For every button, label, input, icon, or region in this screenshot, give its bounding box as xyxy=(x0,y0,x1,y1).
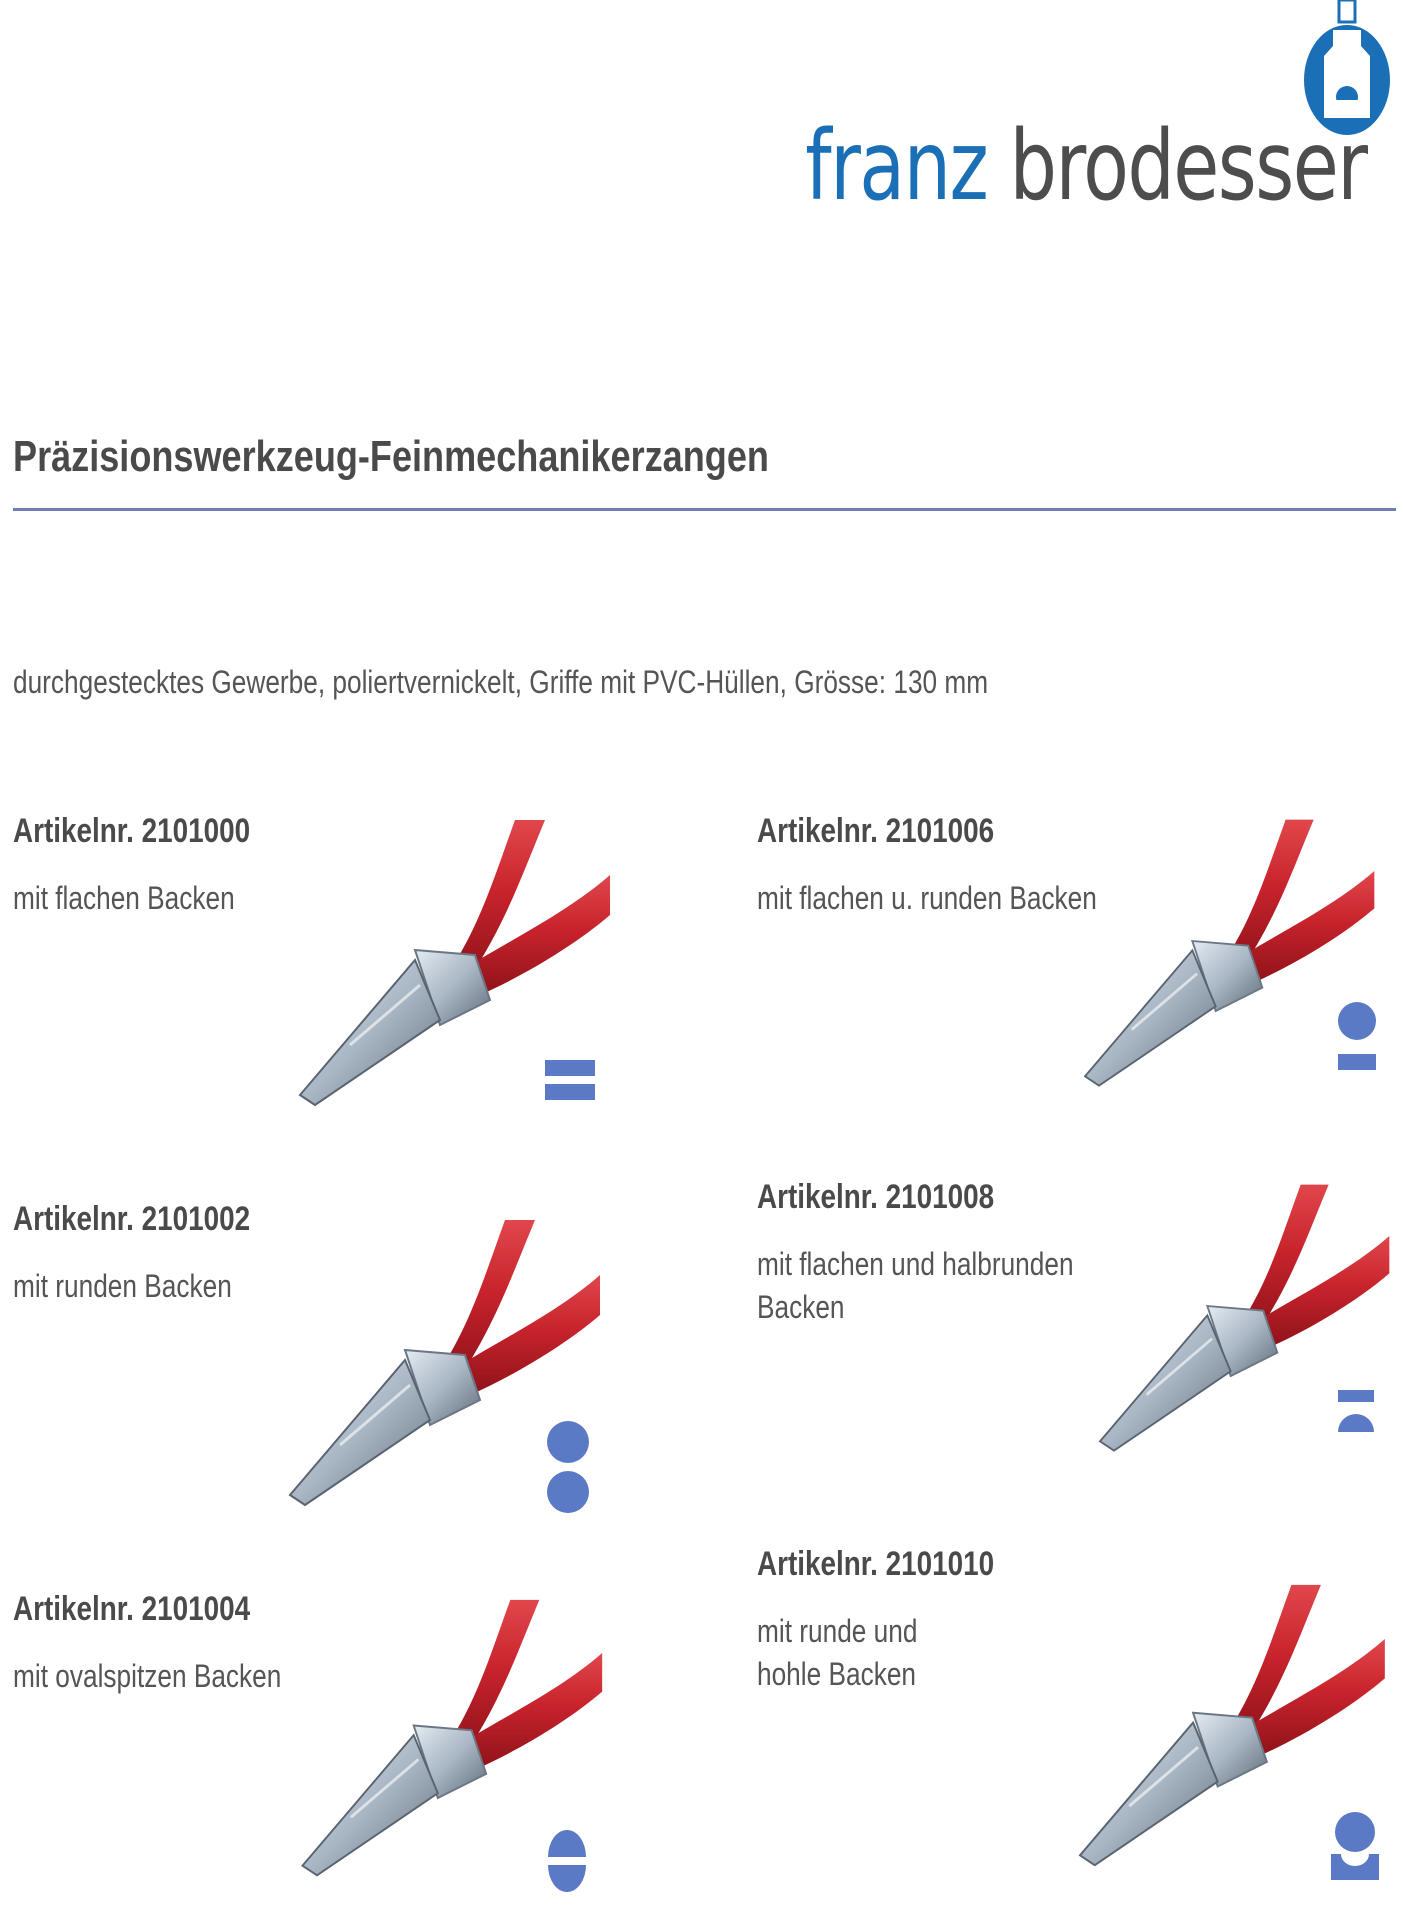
product-description-line: mit runden Backen xyxy=(13,1268,232,1304)
product-description-line: mit ovalspitzen Backen xyxy=(13,1658,282,1694)
product-description xyxy=(757,1243,1074,1329)
product-label: Artikelnr. 2101002 xyxy=(13,1200,251,1238)
spec-text: durchgestecktes Gewerbe, poliertvernickelt, Griffe mit PVC-Hüllen, Grösse: 130 mm xyxy=(13,664,989,700)
product-description-line: mit flachen und halbrunden xyxy=(757,1246,1074,1282)
product-description-line: hohle Backen xyxy=(757,1656,917,1692)
flat-jaws-icon xyxy=(545,1060,595,1102)
product-description xyxy=(13,877,235,920)
product-description xyxy=(13,1655,281,1698)
product-label: Artikelnr. 2101000 xyxy=(13,812,251,850)
flat-round-jaws-icon xyxy=(1338,1002,1376,1072)
product-description-line: Backen xyxy=(757,1289,845,1325)
round-jaws-icon xyxy=(547,1418,589,1518)
title-divider xyxy=(13,508,1396,511)
brand-last-name: brodesser xyxy=(1009,110,1366,222)
product-label: Artikelnr. 2101006 xyxy=(757,812,995,850)
product-label: Artikelnr. 2101008 xyxy=(757,1178,995,1216)
product-description xyxy=(757,1610,917,1696)
round-hollow-jaws-icon xyxy=(1331,1810,1379,1880)
product-description-line: mit flachen Backen xyxy=(13,880,235,916)
product-description-line: mit flachen u. runden Backen xyxy=(757,880,1097,916)
page-title: Präzisionswerkzeug-Feinmechanikerzangen xyxy=(13,432,769,481)
product-description-line: mit runde und xyxy=(757,1613,918,1649)
flat-halfround-jaws-icon xyxy=(1338,1390,1374,1432)
brand-first-name: franz xyxy=(804,110,987,222)
brand-name xyxy=(804,110,1366,222)
product-description xyxy=(13,1265,232,1308)
product-description xyxy=(757,877,1097,920)
product-label: Artikelnr. 2101010 xyxy=(757,1545,995,1583)
product-label: Artikelnr. 2101004 xyxy=(13,1590,251,1628)
oval-tip-jaws-icon xyxy=(548,1830,586,1892)
